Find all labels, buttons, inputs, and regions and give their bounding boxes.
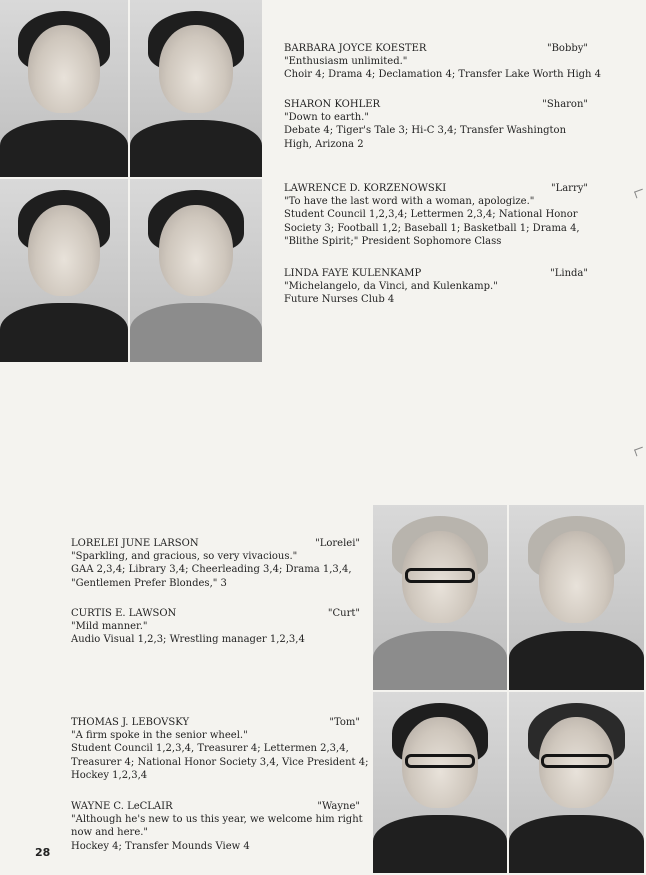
senior-nickname: "Bobby": [546, 43, 588, 54]
senior-name: LINDA FAYE KULENKAMP: [284, 268, 422, 279]
senior-quote: "A firm spoke in the senior wheel.": [71, 730, 248, 742]
portrait-photo-lebovsky: [373, 692, 509, 875]
senior-activities: "Blithe Spirit;" President Sophomore Class: [284, 235, 502, 247]
senior-quote: "Although he's new to us this year, we welcome him right: [71, 814, 363, 826]
senior-activities: Hockey 1,2,3,4: [71, 769, 148, 781]
portrait-photo-larson: [373, 505, 509, 692]
senior-entry-korzenowski: [284, 182, 588, 248]
senior-quote: "Sparkling, and gracious, so very vivacious.": [71, 551, 298, 563]
senior-name: LORELEI JUNE LARSON: [71, 538, 199, 549]
page-number: 28: [35, 846, 51, 859]
portrait-photo-leclair: [509, 692, 646, 875]
senior-nickname: "Sharon": [542, 99, 588, 110]
senior-activities: GAA 2,3,4; Library 3,4; Cheerleading 3,4; Drama 1,3,4,: [71, 564, 352, 576]
senior-activities: Audio Visual 1,2,3; Wrestling manager 1,2,3,4: [71, 634, 305, 646]
senior-entry-lawson: [71, 607, 360, 647]
senior-activities: Society 3; Football 1,2; Baseball 1; Basketball 1; Drama 4,: [284, 222, 580, 234]
senior-quote: "Michelangelo, da Vinci, and Kulenkamp.": [284, 281, 498, 293]
senior-name: SHARON KOHLER: [284, 99, 381, 110]
portrait-photo-lawson: [509, 505, 646, 692]
senior-nickname: "Wayne": [317, 801, 360, 812]
senior-activities: Treasurer 4; National Honor Society 3,4, Vice President 4;: [71, 756, 369, 768]
senior-activities: Student Council 1,2,3,4, Treasurer 4; Lettermen 2,3,4,: [71, 743, 349, 755]
senior-entry-koester: [284, 42, 602, 82]
senior-nickname: "Linda": [550, 268, 588, 279]
senior-quote: "Down to earth.": [284, 112, 369, 124]
portrait-photo-kulenkamp: [130, 179, 264, 364]
senior-entry-kulenkamp: [284, 267, 588, 307]
senior-nickname: "Larry": [550, 183, 588, 194]
senior-name: WAYNE C. LeCLAIR: [71, 801, 173, 812]
senior-activities: Hockey 4; Transfer Mounds View 4: [71, 840, 250, 852]
senior-entry-larson: [71, 537, 360, 590]
senior-quote: "To have the last word with a woman, apologize.": [284, 196, 535, 208]
senior-quote: now and here.": [71, 827, 149, 839]
portrait-photo-kohler: [130, 0, 264, 179]
senior-entry-lebovsky: [71, 716, 369, 782]
senior-name: CURTIS E. LAWSON: [71, 608, 177, 619]
senior-activities: Future Nurses Club 4: [284, 294, 395, 306]
senior-activities: Student Council 1,2,3,4; Lettermen 2,3,4; National Honor: [284, 209, 578, 221]
senior-name: THOMAS J. LEBOVSKY: [71, 717, 190, 728]
senior-nickname: "Lorelei": [315, 538, 360, 549]
binding-mark: [634, 447, 645, 457]
senior-name: BARBARA JOYCE KOESTER: [284, 43, 427, 54]
senior-activities: "Gentlemen Prefer Blondes," 3: [71, 577, 227, 589]
senior-entry-kohler: [284, 98, 588, 151]
senior-entry-leclair: [71, 800, 363, 853]
senior-quote: "Enthusiasm unlimited.": [284, 56, 408, 68]
senior-activities: High, Arizona 2: [284, 138, 364, 150]
senior-activities: Choir 4; Drama 4; Declamation 4; Transfer Lake Worth High 4: [284, 69, 602, 81]
binding-mark: [634, 189, 645, 199]
portrait-photo-koester: [0, 0, 130, 179]
senior-activities: Debate 4; Tiger's Tale 3; Hi-C 3,4; Transfer Washington: [284, 125, 567, 137]
senior-name: LAWRENCE D. KORZENOWSKI: [284, 183, 447, 194]
senior-quote: "Mild manner.": [71, 621, 148, 633]
senior-nickname: "Tom": [329, 717, 360, 728]
portrait-photo-korzenowski: [0, 179, 130, 364]
senior-nickname: "Curt": [327, 608, 360, 619]
